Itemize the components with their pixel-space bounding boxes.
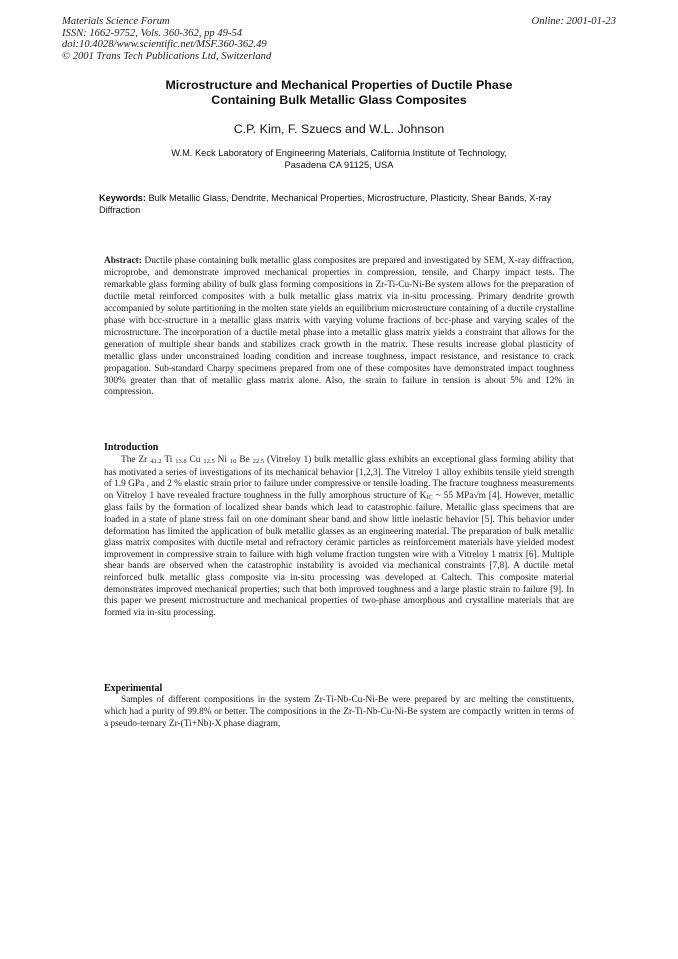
kic-subscript: IC bbox=[426, 493, 433, 501]
introduction-body bbox=[104, 455, 574, 619]
copyright-line: © 2001 Trans Tech Publications Ltd, Switzerland bbox=[62, 50, 272, 62]
keywords bbox=[99, 192, 569, 216]
journal-name: Materials Science Forum bbox=[62, 16, 170, 27]
formula-be: Be bbox=[239, 455, 250, 465]
formula-ti-sub: 13.8 bbox=[175, 458, 187, 465]
experimental-heading: Experimental bbox=[104, 683, 163, 694]
formula-be-sub: 22.5 bbox=[252, 458, 265, 465]
paper-title bbox=[0, 78, 678, 107]
formula-ni: Ni bbox=[217, 455, 227, 465]
formula-cu: Cu bbox=[189, 455, 201, 465]
title-line-1: Microstructure and Mechanical Properties of Ductile Phase bbox=[165, 78, 513, 92]
keywords-text: Bulk Metallic Glass, Dendrite, Mechanical Properties, Microstructure, Plasticity, Shear Bands, X-ray Diffraction bbox=[99, 193, 552, 215]
abstract bbox=[104, 256, 574, 399]
title-line-2: Containing Bulk Metallic Glass Composites bbox=[211, 92, 467, 107]
formula-zr-sub: 41.2 bbox=[150, 458, 162, 465]
affiliation-line-2: Pasadena CA 91125, USA bbox=[284, 160, 394, 170]
doi-line: doi:10.4028/www.scientific.net/MSF.360-362.49 bbox=[62, 39, 267, 51]
formula-ti: Ti bbox=[164, 455, 173, 465]
experimental-body: Samples of different compositions in the system Zr-Ti-Nb-Cu-Ni-Be were prepared by arc melting the constituents, which had a purity of 99.8% or better. The compositions in the Zr-Ti-Nb-Cu-Ni-Be system are compactly written in terms of a pseudo-ternary Zr-(Ti+Nb)-X phase diagram, bbox=[104, 695, 574, 729]
introduction-text-1: (Vitreloy 1) bulk metallic glass exhibits an exceptional glass forming ability that has motivated a series of investigations of its mechanical behavior [1,2,3]. The Vitreloy 1 alloy exhibits tensile yield strength of 1.9 GPa , and 2 % elastic strain prior to failure under compressive or tensile loading. The fracture toughness measurements on Vitreloy 1 have revealed fracture toughness in the fully amorphous structure of K bbox=[104, 455, 574, 501]
issn-line: ISSN: 1662-9752, Vols. 360-362, pp 49-54 bbox=[62, 27, 243, 39]
online-date: Online: 2001-01-23 bbox=[531, 16, 616, 27]
authors: C.P. Kim, F. Szuecs and W.L. Johnson bbox=[233, 122, 445, 136]
affiliation-line-1: W.M. Keck Laboratory of Engineering Materials, California Institute of Technology, bbox=[171, 148, 507, 158]
introduction-text-2: ~ 55 MPa√m [4]. However, metallic glass fails by the formation of localized shear bands which lead to catastrophic failure. Metallic glass specimens that are loaded in a state of plane stress fail on one dominant shear band and show little inelastic behavior [5]. This behavior under deformation has limited the application of bulk metallic glasses as an engineering material. The preparation of bulk metallic glass matrix composites with ductile metal and refractory ceramic particles as reinforcement materials have yielded modest improvement in compressive strain to failure with high volume fraction tungsten wire with a Vitreloy 1 matrix [6]. Multiple shear bands are observed when the catastrophic instability is avoided via mechanical constraints [7,8]. A ductile metal reinforced bulk metallic glass composite via in-situ processing was developed at Caltech. This composite material demonstrates improved mechanical properties; such that both improved toughness and a large plastic strain to failure [9]. In this paper we present microstructure and mechanical properties of two-phase amorphous and crystalline materials that are formed via in-situ processing. bbox=[104, 490, 575, 618]
keywords-label: Keywords: bbox=[99, 193, 146, 203]
introduction-heading: Introduction bbox=[104, 442, 159, 453]
abstract-label: Abstract: bbox=[104, 256, 142, 266]
affiliation bbox=[0, 147, 678, 171]
formula-ni-sub: 10 bbox=[229, 458, 237, 465]
formula-zr: The Zr bbox=[121, 455, 148, 465]
formula-cu-sub: 12.5 bbox=[203, 458, 215, 465]
abstract-text: Ductile phase containing bulk metallic glass composites are prepared and investigated by SEM, X-ray diffraction, microprobe, and demonstrate improved mechanical properties in compression, tensile, and Charpy impact tests. The remarkable glass forming ability of bulk glass forming compositions in Zr-Ti-Cu-Ni-Be system allows for the preparation of ductile metal reinforced composites with a bulk metallic glass matrix via in-situ processing. Primary dendrite growth accompanied by solute partitioning in the molten state yields an equilibrium microstructure containing of a ductile crystalline phase with bcc-structure in a metallic glass matrix with varying volume fractions of bcc-phase and varying scales of the microstructure. The incorporation of a ductile metal phase into a metallic glass matrix yields a constraint that allows for the generation of multiple shear bands and stabilizes crack growth in the matrix. These results increase global plasticity of metallic glass under unconstrained loading condition and increase toughness, impact resistance, and resistance to crack propagation. Sub-standard Charpy specimens prepared from one of these composites have demonstrated impact toughness 300% greater than that of metallic glass matrix alone. Also, the strain to failure in tension is about 5% and 12% in compression. bbox=[104, 256, 574, 398]
